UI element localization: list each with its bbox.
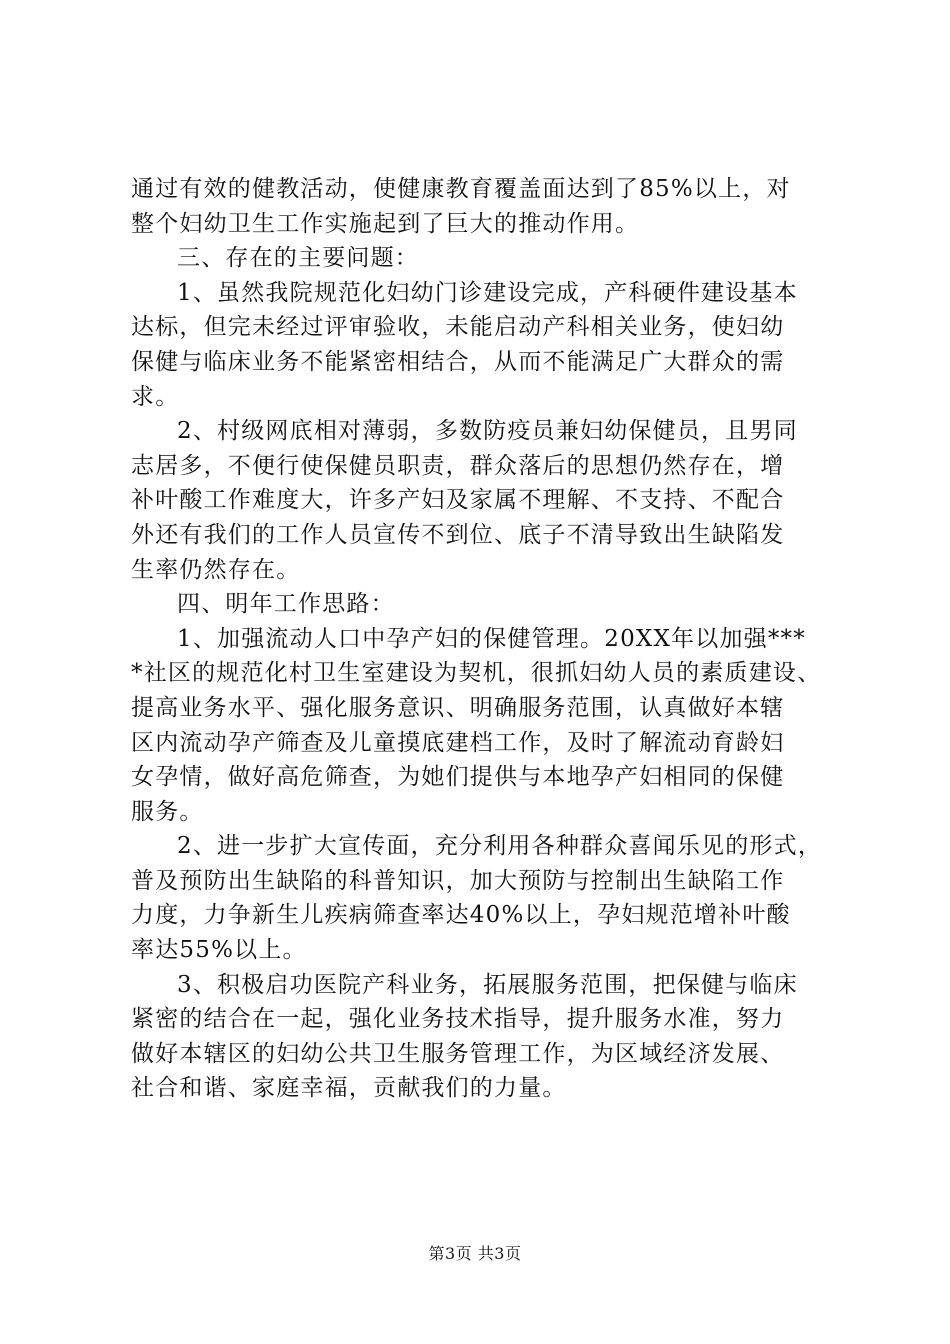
text-line: 区内流动孕产筛查及儿童摸底建档工作，及时了解流动育龄妇 — [131, 729, 785, 756]
text-line: 2、进一步扩大宣传面，充分利用各种群众喜闻乐见的形式， — [177, 833, 823, 860]
text-line: 志居多，不便行使保健员职责，群众落后的思想仍然存在，增 — [131, 452, 785, 479]
text-line: 紧密的结合在一起，强化业务技术指导，提升服务水准，努力 — [131, 1006, 785, 1033]
text-line: 服务。 — [131, 798, 204, 825]
text-line: 女孕情，做好高危筛查，为她们提供与本地孕产妇相同的保健 — [131, 764, 785, 791]
text-line: 外还有我们的工作人员宣传不到位、底子不清导致出生缺陷发 — [131, 521, 785, 548]
text-line: 求。 — [131, 383, 180, 410]
text-line: 1、虽然我院规范化妇幼门诊建设完成，产科硬件建设基本 — [177, 279, 798, 306]
text-line: 3、积极启功医院产科业务，拓展服务范围，把保健与临床 — [177, 971, 798, 998]
text-line: 提高业务水平、强化服务意识、明确服务范围，认真做好本辖 — [131, 694, 785, 721]
document-body — [131, 172, 831, 1106]
text-line: 四、明年工作思路： — [177, 591, 395, 618]
text-line: 1、加强流动人口中孕产妇的保健管理。20XX年以加强*** — [177, 625, 806, 652]
text-line: 社合和谐、家庭幸福，贡献我们的力量。 — [131, 1075, 567, 1102]
text-line: 达标，但完未经过评审验收，未能启动产科相关业务，使妇幼 — [131, 314, 785, 341]
text-line: 保健与临床业务不能紧密相结合，从而不能满足广大群众的需 — [131, 348, 785, 375]
text-line: 通过有效的健教活动，使健康教育覆盖面达到了85%以上，对 — [131, 176, 791, 202]
text-line: 做好本辖区的妇幼公共卫生服务管理工作，为区域经济发展、 — [131, 1040, 785, 1067]
text-line: *社区的规范化村卫生室建设为契机，很抓妇幼人员的素质建设、 — [131, 660, 822, 687]
text-line: 力度，力争新生儿疾病筛查率达40%以上，孕妇规范增补叶酸 — [131, 902, 791, 929]
page-footer: 第3页 共3页 — [428, 1244, 522, 1263]
text-line: 整个妇幼卫生工作实施起到了巨大的推动作用。 — [131, 210, 640, 237]
text-line: 普及预防出生缺陷的科普知识，加大预防与控制出生缺陷工作 — [131, 867, 785, 894]
text-line: 2、村级网底相对薄弱，多数防疫员兼妇幼保健员，且男同 — [177, 418, 798, 445]
text-line: 补叶酸工作难度大，许多产妇及家属不理解、不支持、不配合 — [131, 487, 785, 514]
text-line: 生率仍然存在。 — [131, 556, 301, 583]
text-line: 率达55%以上。 — [131, 937, 307, 964]
text-line: 三、存在的主要问题： — [177, 245, 419, 272]
